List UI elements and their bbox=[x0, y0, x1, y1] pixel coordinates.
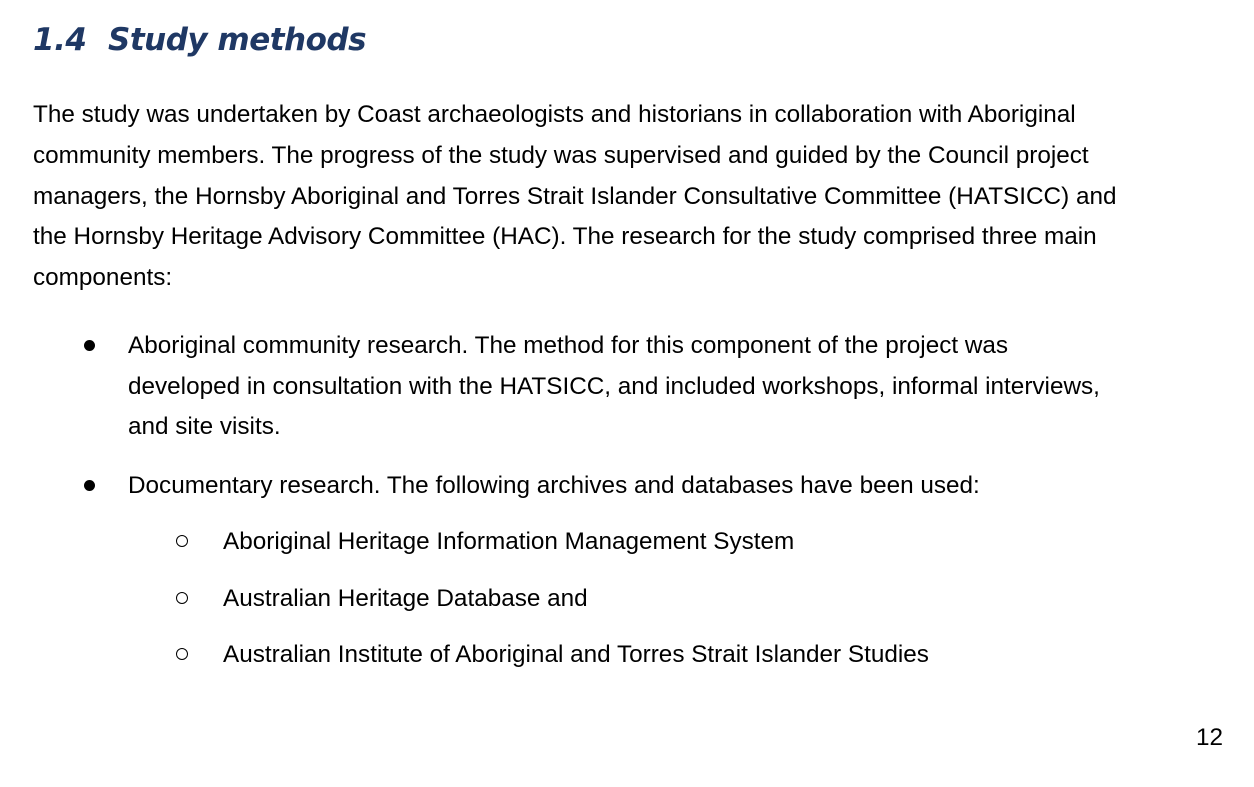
list-item bbox=[0, 466, 1254, 676]
sublist-item-text: Aboriginal Heritage Information Management System bbox=[223, 528, 795, 555]
sublist-item-text: Australian Heritage Database and bbox=[223, 584, 588, 612]
list-item-text: Aboriginal community research. The method for this component of the project was developed in consultation with the HATSICC, and included workshops, informal interviews, and site visits. bbox=[128, 332, 1100, 440]
sublist-item bbox=[127, 635, 1254, 676]
list-item-text: Documentary research. The following archives and databases have been used: bbox=[128, 471, 980, 499]
components-list bbox=[0, 326, 1254, 676]
circle-bullet-icon bbox=[176, 648, 188, 660]
list-item bbox=[0, 326, 1254, 448]
section-number: 1.4 bbox=[33, 22, 87, 58]
circle-bullet-icon bbox=[176, 592, 188, 604]
bullet-icon bbox=[84, 480, 95, 491]
sublist-item-text: Australian Institute of Aboriginal and Torres Strait Islander Studies bbox=[223, 641, 929, 668]
circle-bullet-icon bbox=[176, 535, 188, 547]
sublist-item bbox=[127, 522, 1254, 563]
intro-paragraph: The study was undertaken by Coast archaeologists and historians in collaboration with Aboriginal community members. The progress of the study was supervised and guided by the Council project managers, the Hornsby Aboriginal and Torres Strait Islander Consultative Committee (HATSICC) and the Hornsby Heritage Advisory Committee (HAC). The research for the study comprised three main components: bbox=[33, 101, 1117, 292]
page-number: 12 bbox=[1195, 724, 1223, 751]
databases-sublist bbox=[128, 522, 1254, 676]
section-heading bbox=[33, 22, 366, 58]
sublist-item bbox=[127, 579, 1254, 620]
section-title: Study methods bbox=[108, 22, 367, 58]
bullet-icon bbox=[84, 340, 95, 351]
